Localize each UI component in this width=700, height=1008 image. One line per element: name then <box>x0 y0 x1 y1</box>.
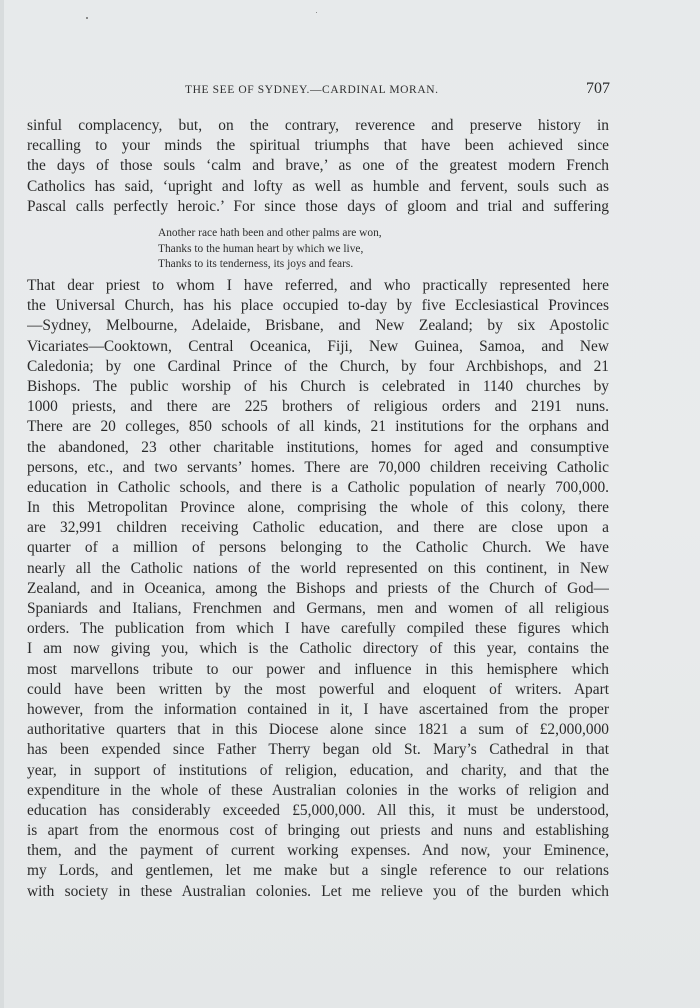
text-line: the Universal Church, has his place occupied to-day by five Ecclesiastical Provinces <box>27 297 609 315</box>
text-line: is apart from the enormous cost of bringing out priests and nuns and establishing <box>27 822 609 840</box>
text-line: nearly all the Catholic nations of the world represented on this continent, in New <box>27 559 609 577</box>
page-edge <box>0 0 4 1008</box>
text-line: recalling to your minds the spiritual triumphs that have been achieved since <box>27 137 609 155</box>
paper-speck <box>86 17 88 19</box>
page-number: 707 <box>586 80 610 97</box>
text-line: year, in support of institutions of religion, education, and charity, and that the <box>27 761 609 779</box>
text-line: orders. The publication from which I have carefully compiled these figures which <box>27 620 609 638</box>
text-line: them, and the payment of current working expenses. And now, your Eminence, <box>27 842 609 860</box>
text-line: education has considerably exceeded £5,000,000. All this, it must be understood, <box>27 801 609 819</box>
text-line: In this Metropolitan Province alone, comprising the whole of this colony, there <box>27 499 609 517</box>
text-line: Pascal calls perfectly heroic.’ For since those days of gloom and trial and suffering <box>27 197 609 215</box>
text-line: persons, etc., and two servants’ homes. There are 70,000 children receiving Catholic <box>27 458 609 476</box>
text-line: Vicariates—Cooktown, Central Oceanica, Fiji, New Guinea, Samoa, and New <box>27 337 609 355</box>
text-line: Caledonia; by one Cardinal Prince of the Church, by four Archbishops, and 21 <box>27 357 609 375</box>
text-line: with society in these Australian colonies. Let me relieve you of the burden which <box>27 882 609 900</box>
text-line: Spaniards and Italians, Frenchmen and Germans, men and women of all religious <box>27 600 609 617</box>
text-line: There are 20 colleges, 850 schools of all kinds, 21 institutions for the orphans and <box>27 418 609 436</box>
text-line: I am now giving you, which is the Catholic directory of this year, contains the <box>27 640 609 658</box>
text-line: most marvellons tribute to our power and influence in this hemisphere which <box>27 660 609 678</box>
verse-quotation <box>158 226 382 273</box>
text-line: the abandoned, 23 other charitable institutions, homes for aged and consumptive <box>27 438 609 456</box>
paragraph <box>27 116 609 217</box>
text-line: 1000 priests, and there are 225 brothers of religious orders and 2191 nuns. <box>27 398 609 416</box>
text-line: authoritative quarters that in this Diocese alone since 1821 a sum of £2,000,000 <box>27 721 609 739</box>
verse-line: Thanks to the human heart by which we live, <box>158 242 364 255</box>
paper-speck <box>316 12 317 13</box>
verse-line: Thanks to its tenderness, its joys and fears. <box>158 258 354 270</box>
text-line: has been expended since Father Therry began old St. Mary’s Cathedral in that <box>27 741 609 759</box>
text-line: Catholics has said, ‘upright and lofty as well as humble and fervent, souls such as <box>27 177 609 195</box>
verse-line: Another race hath been and other palms are won, <box>158 227 382 239</box>
text-line: That dear priest to whom I have referred, and who practically represented here <box>27 277 609 294</box>
text-line: expenditure in the whole of these Australian colonies in the works of religion and <box>27 781 609 799</box>
text-line: education in Catholic schools, and there is a Catholic population of nearly 700,000. <box>27 478 609 496</box>
text-line: quarter of a million of persons belonging to the Catholic Church. We have <box>27 539 609 557</box>
paragraph <box>27 276 609 902</box>
text-line: Zealand, and in Oceanica, among the Bishops and priests of the Church of God— <box>27 579 609 597</box>
running-title: THE SEE OF SYDNEY.—CARDINAL MORAN. <box>185 84 439 96</box>
text-line: sinful complacency, but, on the contrary, reverence and preserve history in <box>27 117 609 134</box>
text-line: are 32,991 children receiving Catholic education, and there are close upon a <box>27 519 609 537</box>
text-line: my Lords, and gentlemen, let me make but a single reference to our relations <box>27 862 609 880</box>
text-line: —Sydney, Melbourne, Adelaide, Brisbane, and New Zealand; by six Apostolic <box>27 317 609 335</box>
text-line: the days of those souls ‘calm and brave,’ as one of the greatest modern French <box>27 157 609 175</box>
text-line: Bishops. The public worship of his Church is celebrated in 1140 churches by <box>27 377 609 395</box>
text-line: however, from the information contained in it, I have ascertained from the proper <box>27 700 609 718</box>
text-line: could have been written by the most powerful and eloquent of writers. Apart <box>27 680 609 698</box>
